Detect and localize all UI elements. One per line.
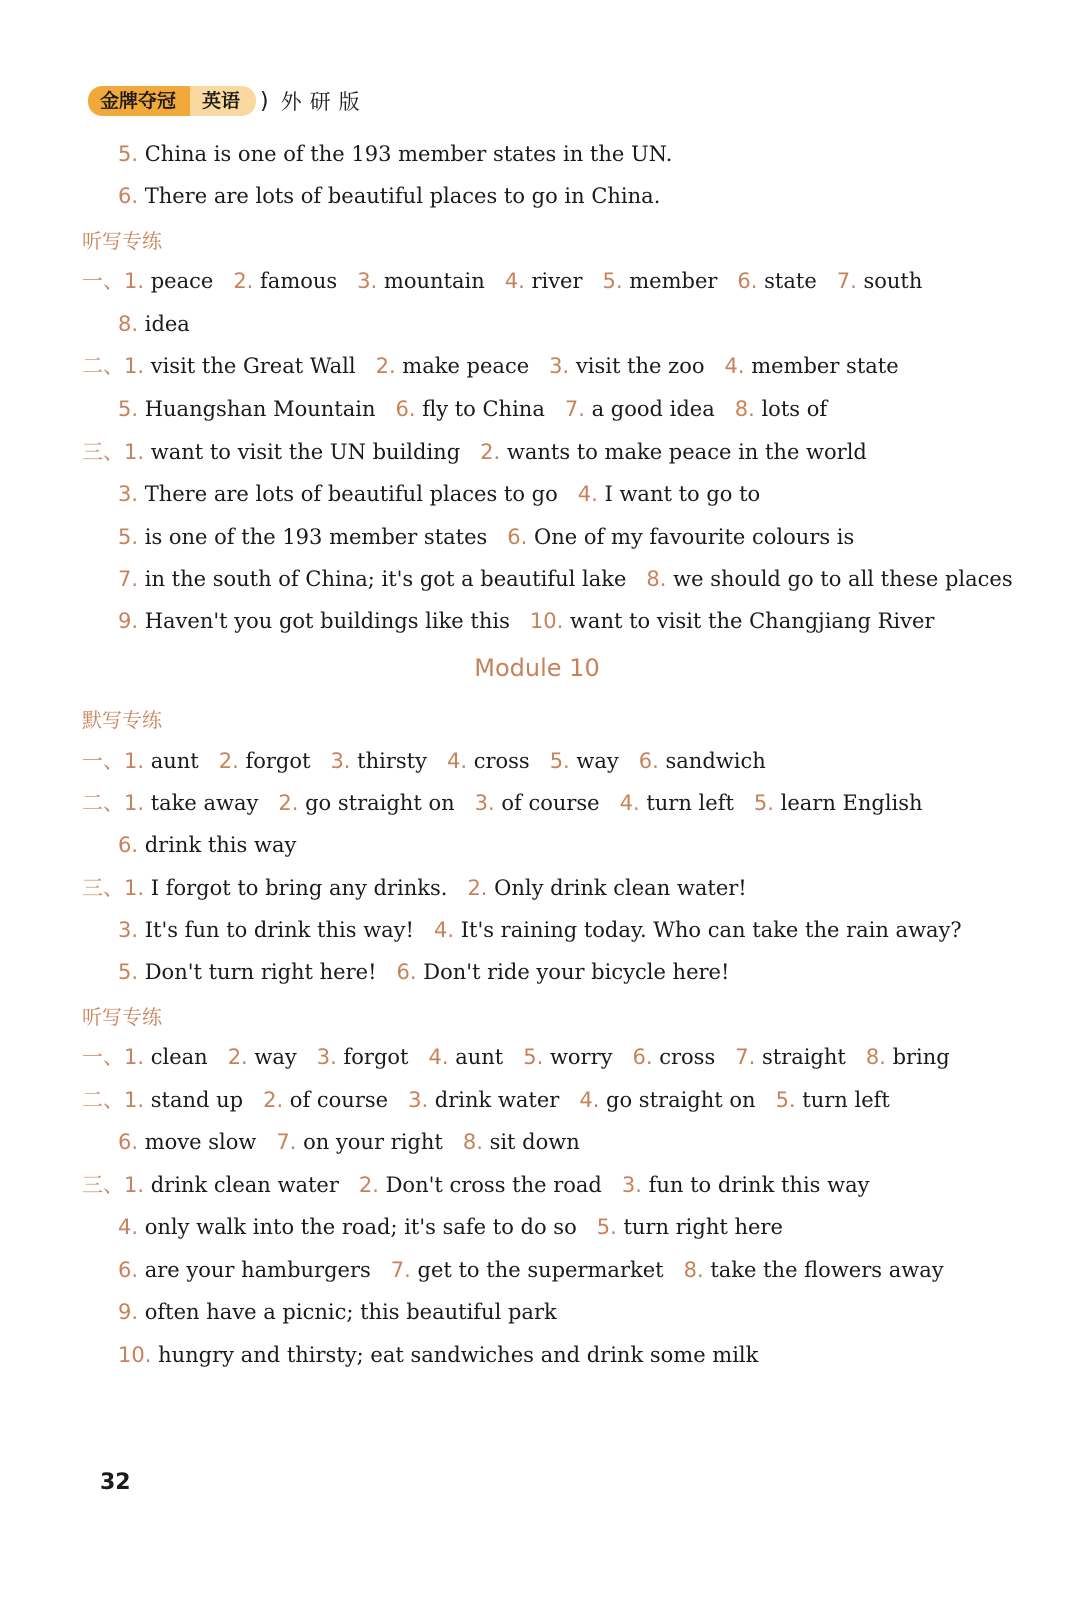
item-answer: Don't cross the road [378,1173,602,1197]
item-number: 6. [396,960,417,984]
part-prefix: 二、 [82,354,124,378]
answer-line [118,831,296,859]
item-answer: are your hamburgers [138,1258,371,1282]
item-answer: way [569,749,619,773]
item-answer: is one of the 193 member states [138,525,488,549]
item-number: 1. [124,440,145,464]
item-answer: China is one of the 193 member states in the UN. [138,142,673,166]
item-answer: famous [253,269,338,293]
item-number: 10. [118,1343,152,1367]
section-heading: 默写专练 [82,708,162,732]
item-number: 8. [646,567,667,591]
item-number: 7. [836,269,857,293]
answer-line [118,1256,944,1284]
item-answer: I want to go to [597,482,761,506]
item-number: 3. [316,1045,337,1069]
item-answer: visit the Great Wall [144,354,356,378]
item-answer: take away [144,791,259,815]
item-number: 6. [737,269,758,293]
item-answer: drink this way [138,833,297,857]
item-answer: get to the supermarket [410,1258,664,1282]
item-answer: learn English [773,791,923,815]
item-number: 1. [124,354,145,378]
item-number: 4. [619,791,640,815]
module-title: Module 10 [474,654,600,682]
item-answer: peace [144,269,214,293]
item-number: 8. [462,1130,483,1154]
item-answer: wants to make peace in the world [500,440,867,464]
item-number: 3. [549,354,570,378]
answer-line [118,395,827,423]
item-number: 1. [124,1088,145,1112]
section-heading: 听写专练 [82,229,162,253]
part-prefix: 一、 [82,749,124,773]
item-number: 8. [734,397,755,421]
item-answer: move slow [138,1130,257,1154]
item-number: 4. [577,482,598,506]
part-prefix: 二、 [82,791,124,815]
answer-line [118,916,962,944]
item-answer: aunt [144,749,199,773]
item-number: 2. [278,791,299,815]
item-number: 2. [467,876,488,900]
answer-line [118,140,672,168]
item-number: 4. [118,1215,139,1239]
item-answer: fly to China [415,397,545,421]
item-answer: take the flowers away [703,1258,944,1282]
part-prefix: 三、 [82,1173,124,1197]
section-heading: 听写专练 [82,1005,162,1029]
item-answer: aunt [448,1045,504,1069]
item-answer: worry [543,1045,613,1069]
item-number: 6. [118,184,139,208]
header-paren: ) [260,88,269,114]
item-number: 8. [683,1258,704,1282]
answer-line [118,1213,783,1241]
item-number: 3. [621,1173,642,1197]
item-number: 2. [218,749,239,773]
item-answer: Huangshan Mountain [138,397,376,421]
item-number: 6. [118,1258,139,1282]
item-number: 8. [865,1045,886,1069]
item-answer: of course [283,1088,389,1112]
item-answer: in the south of China; it's got a beautiful lake [138,567,627,591]
item-answer: lots of [754,397,828,421]
item-answer: go straight on [298,791,455,815]
item-number: 1. [124,876,145,900]
item-answer: stand up [144,1088,244,1112]
answer-line [82,267,922,295]
answer-line [82,874,747,902]
item-answer: drink water [428,1088,560,1112]
item-number: 1. [124,1045,145,1069]
item-number: 5. [118,960,139,984]
item-number: 4. [579,1088,600,1112]
item-number: 7. [118,567,139,591]
answer-line [118,607,934,635]
item-number: 6. [638,749,659,773]
brand-label: 金牌夺冠 [88,86,190,116]
item-answer: Don't turn right here! [138,960,377,984]
item-number: 5. [118,525,139,549]
item-answer: visit the zoo [569,354,705,378]
item-answer: idea [138,312,190,336]
item-answer: straight [755,1045,846,1069]
item-number: 1. [124,1173,145,1197]
item-answer: It's fun to drink this way! [138,918,414,942]
answer-line [82,789,923,817]
item-answer: member state [744,354,899,378]
answer-line [118,310,190,338]
item-number: 4. [724,354,745,378]
item-answer: thirsty [350,749,427,773]
item-number: 3. [330,749,351,773]
item-answer: clean [144,1045,208,1069]
answer-line [82,1043,950,1071]
item-answer: fun to drink this way [641,1173,870,1197]
item-answer: member [622,269,718,293]
answer-line [82,1171,869,1199]
answer-line [82,352,899,380]
page-number: 32 [100,1470,131,1495]
answer-line [118,1128,580,1156]
item-answer: often have a picnic; this beautiful park [138,1300,557,1324]
item-number: 3. [118,918,139,942]
item-number: 2. [480,440,501,464]
item-answer: turn left [795,1088,890,1112]
item-answer: forgot [336,1045,409,1069]
item-number: 6. [632,1045,653,1069]
item-number: 2. [233,269,254,293]
answer-line [118,523,854,551]
item-number: 4. [428,1045,449,1069]
answer-line [118,958,729,986]
item-answer: south [856,269,923,293]
item-number: 6. [118,833,139,857]
item-answer: cross [467,749,530,773]
item-answer: only walk into the road; it's safe to do so [138,1215,577,1239]
item-answer: make peace [395,354,530,378]
item-number: 2. [263,1088,284,1112]
item-answer: want to visit the Changjiang River [563,609,935,633]
item-number: 7. [735,1045,756,1069]
item-number: 7. [564,397,585,421]
item-number: 2. [227,1045,248,1069]
part-prefix: 一、 [82,269,124,293]
item-answer: One of my favourite colours is [527,525,855,549]
item-number: 3. [474,791,495,815]
item-number: 5. [118,397,139,421]
subject-label: 英语 [190,86,256,116]
answer-line [118,182,660,210]
item-number: 3. [118,482,139,506]
item-answer: cross [652,1045,716,1069]
item-number: 2. [358,1173,379,1197]
item-answer: state [757,269,817,293]
item-number: 2. [375,354,396,378]
answer-line [82,438,867,466]
answer-line [82,1086,890,1114]
item-number: 3. [408,1088,429,1112]
item-answer: There are lots of beautiful places to go in China. [138,184,661,208]
item-number: 1. [124,269,145,293]
part-prefix: 三、 [82,440,124,464]
item-answer: on your right [296,1130,443,1154]
item-answer: want to visit the UN building [144,440,461,464]
edition-label: 外研版 [280,90,368,114]
item-number: 10. [529,609,564,633]
item-answer: I forgot to bring any drinks. [144,876,448,900]
item-answer: sandwich [658,749,766,773]
item-answer: forgot [238,749,311,773]
item-number: 5. [596,1215,617,1239]
item-answer: turn left [639,791,734,815]
item-number: 7. [276,1130,297,1154]
item-answer: way [247,1045,297,1069]
item-answer: hungry and thirsty; eat sandwiches and drink some milk [151,1343,759,1367]
item-number: 5. [753,791,774,815]
item-answer: a good idea [584,397,715,421]
part-prefix: 一、 [82,1045,124,1069]
item-number: 7. [390,1258,411,1282]
part-prefix: 二、 [82,1088,124,1112]
answer-line [82,747,766,775]
item-answer: Only drink clean water! [487,876,747,900]
answer-line [118,1298,557,1326]
item-number: 6. [395,397,416,421]
item-number: 5. [549,749,570,773]
answer-line [118,565,1013,593]
item-number: 9. [118,1300,139,1324]
item-number: 6. [507,525,528,549]
item-answer: go straight on [599,1088,756,1112]
item-answer: bring [885,1045,950,1069]
item-number: 5. [523,1045,544,1069]
item-number: 5. [118,142,139,166]
item-answer: mountain [377,269,485,293]
item-answer: river [524,269,583,293]
item-answer: It's raining today. Who can take the rain away? [454,918,962,942]
item-answer: There are lots of beautiful places to go [138,482,558,506]
book-header [88,86,368,116]
answer-line [118,1341,758,1369]
item-answer: we should go to all these places [666,567,1013,591]
answer-line [118,480,760,508]
item-answer: sit down [482,1130,580,1154]
item-number: 5. [775,1088,796,1112]
item-number: 6. [118,1130,139,1154]
item-number: 1. [124,749,145,773]
item-number: 4. [446,749,468,773]
item-number: 3. [357,269,378,293]
item-number: 1. [124,791,145,815]
item-number: 5. [602,269,623,293]
item-number: 4. [504,269,525,293]
item-number: 4. [434,918,455,942]
part-prefix: 三、 [82,876,124,900]
item-number: 8. [118,312,139,336]
item-answer: drink clean water [144,1173,339,1197]
item-answer: of course [494,791,600,815]
item-answer: Don't ride your bicycle here! [416,960,730,984]
item-number: 9. [118,609,139,633]
item-answer: turn right here [616,1215,783,1239]
item-answer: Haven't you got buildings like this [138,609,510,633]
